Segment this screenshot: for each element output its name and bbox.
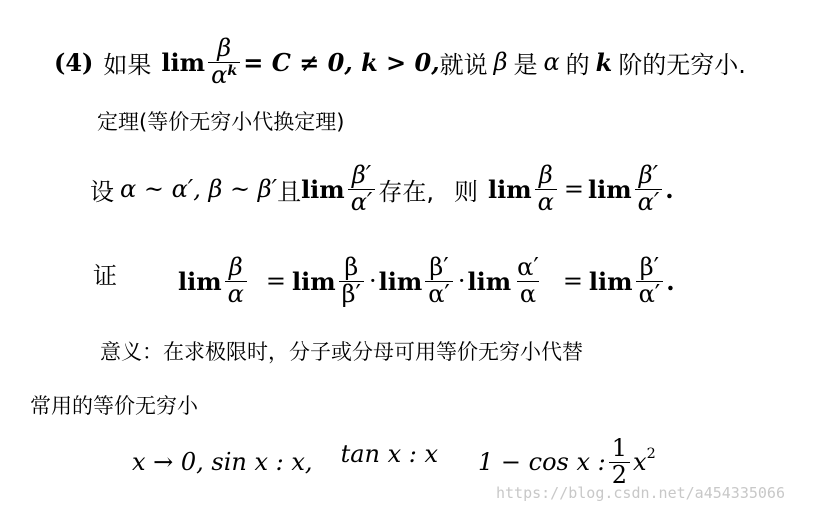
fraction-beta-over-betaprime bbox=[339, 255, 364, 306]
alpha-symbol: α bbox=[543, 48, 560, 76]
fraction-numerator: α′ bbox=[517, 253, 539, 282]
fraction-denominator: α′ bbox=[636, 281, 664, 307]
fraction-denominator: α bbox=[535, 189, 557, 215]
alpha-symbol: α bbox=[211, 60, 228, 89]
dot-operator: · bbox=[368, 267, 377, 295]
watermark-url: https://blog.csdn.net/a454335066 bbox=[496, 484, 785, 502]
k-symbol: k bbox=[595, 47, 613, 77]
fraction-numerator: 1 bbox=[611, 434, 628, 463]
text-she: 设 bbox=[90, 177, 114, 206]
equals-sign: = bbox=[265, 267, 286, 295]
lim-operator: lim bbox=[587, 174, 632, 204]
fraction-beta-over-alpha bbox=[225, 255, 247, 306]
equals-sign: = bbox=[563, 175, 584, 203]
text-ze: 则 bbox=[454, 177, 478, 206]
proof-line bbox=[178, 242, 675, 320]
fraction-denominator: 2 bbox=[609, 462, 630, 488]
text-ruguo: 如果 bbox=[103, 50, 152, 79]
text-cunzai: 存在, bbox=[378, 177, 434, 206]
fraction-one-half bbox=[609, 436, 630, 487]
period: . bbox=[665, 174, 674, 204]
theorem-statement-line bbox=[90, 157, 674, 221]
text-qie: 且 bbox=[277, 177, 302, 206]
fraction-betaprime-over-alphaprime bbox=[635, 163, 663, 214]
fraction-denominator: α bbox=[225, 281, 247, 307]
common-equivalents-title: 常用的等价无穷小 bbox=[30, 394, 198, 418]
fraction-beta-over-alpha bbox=[535, 163, 557, 214]
text-shi: 是 bbox=[513, 50, 538, 79]
lim-operator: lim bbox=[378, 266, 423, 296]
condition-text: = C ≠ 0, k > 0, bbox=[243, 47, 440, 77]
fraction-numerator: β′ bbox=[351, 161, 372, 190]
dot-operator: · bbox=[457, 267, 466, 295]
period: . bbox=[666, 266, 675, 296]
fraction-numerator: β bbox=[538, 161, 553, 190]
beta-symbol: β bbox=[493, 48, 508, 76]
fraction-denominator: α′ bbox=[348, 189, 376, 215]
fraction-beta-over-alpha-k bbox=[208, 36, 240, 87]
text-tail: 阶的无穷小. bbox=[618, 50, 746, 79]
lim-operator: lim bbox=[467, 266, 512, 296]
item-label: (4) bbox=[54, 47, 94, 77]
equivalence-condition: α ~ α′, β ~ β′ bbox=[120, 175, 278, 203]
fraction-numerator: β′ bbox=[639, 253, 660, 282]
equivalence-tan: tan x : x bbox=[340, 440, 439, 468]
fraction-numerator: β′ bbox=[429, 253, 449, 282]
lim-operator: lim bbox=[178, 266, 222, 296]
fraction-numerator: β bbox=[344, 253, 359, 282]
lim-operator: lim bbox=[488, 174, 532, 204]
fraction-denominator: β′ bbox=[339, 281, 364, 307]
fraction-betaprime-over-alphaprime bbox=[348, 163, 376, 214]
fraction-betaprime-over-alphaprime bbox=[636, 255, 664, 306]
fraction-denominator: α′ bbox=[425, 281, 453, 307]
fraction-denominator bbox=[208, 62, 240, 88]
x-symbol: x bbox=[633, 448, 647, 476]
fraction-numerator: β bbox=[228, 253, 243, 282]
text-de: 的 bbox=[565, 50, 590, 79]
fraction-numerator: β bbox=[217, 34, 232, 63]
meaning-text: 意义：在求极限时，分子或分母可用等价无穷小代替 bbox=[100, 340, 583, 364]
exponent-k: k bbox=[227, 61, 238, 79]
fraction-alphaprime-over-alpha bbox=[514, 255, 542, 306]
lim-operator: lim bbox=[588, 266, 633, 296]
fraction-betaprime-over-alphaprime bbox=[425, 255, 453, 306]
lim-operator: lim bbox=[301, 174, 345, 204]
lim-operator: lim bbox=[161, 47, 206, 77]
theorem-title: 定理(等价无穷小代换定理) bbox=[97, 110, 345, 134]
equivalence-cos: 1 − cos x : bbox=[478, 448, 606, 476]
lim-operator: lim bbox=[291, 266, 336, 296]
exponent-two: 2 bbox=[646, 446, 656, 463]
proof-label: 证 bbox=[93, 262, 117, 290]
fraction-numerator: β′ bbox=[638, 161, 659, 190]
fraction-denominator: α bbox=[517, 281, 539, 307]
equivalence-sin: x → 0, sin x : x, bbox=[132, 448, 313, 476]
fraction-denominator: α′ bbox=[635, 189, 663, 215]
text-jiushuo: 就说 bbox=[439, 50, 488, 79]
equals-sign: = bbox=[562, 267, 583, 295]
definition-k-order-line bbox=[54, 34, 746, 90]
